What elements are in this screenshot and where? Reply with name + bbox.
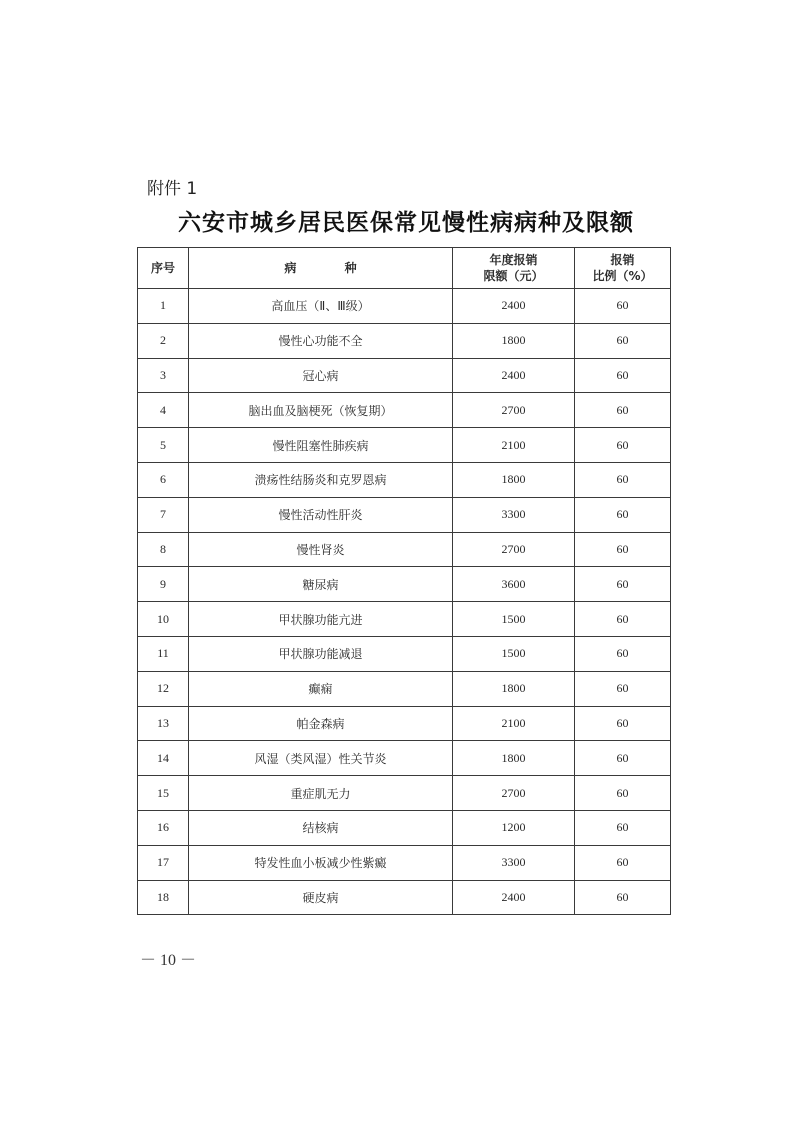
cell-limit: 1800 <box>453 462 575 497</box>
table-row <box>138 497 671 532</box>
cell-index: 6 <box>138 462 189 497</box>
table-row <box>138 741 671 776</box>
cell-ratio: 60 <box>575 671 671 706</box>
cell-ratio: 60 <box>575 393 671 428</box>
cell-limit: 2400 <box>453 358 575 393</box>
header-reimburse-ratio <box>575 248 671 289</box>
cell-limit: 1500 <box>453 602 575 637</box>
cell-limit: 2400 <box>453 289 575 324</box>
table-row <box>138 462 671 497</box>
cell-index: 4 <box>138 393 189 428</box>
table-row <box>138 776 671 811</box>
header-disease: 病 种 <box>189 248 453 289</box>
disease-limit-table <box>137 247 671 915</box>
cell-disease: 糖尿病 <box>189 567 453 602</box>
cell-disease: 慢性心功能不全 <box>189 323 453 358</box>
table-row <box>138 810 671 845</box>
cell-index: 2 <box>138 323 189 358</box>
cell-ratio: 60 <box>575 567 671 602</box>
cell-disease: 慢性活动性肝炎 <box>189 497 453 532</box>
cell-limit: 3600 <box>453 567 575 602</box>
header-ratio-line1: 报销 <box>610 253 635 267</box>
cell-ratio: 60 <box>575 636 671 671</box>
table-row <box>138 567 671 602</box>
cell-limit: 2100 <box>453 706 575 741</box>
cell-index: 15 <box>138 776 189 811</box>
cell-index: 13 <box>138 706 189 741</box>
cell-index: 10 <box>138 602 189 637</box>
cell-limit: 1500 <box>453 636 575 671</box>
cell-disease: 甲状腺功能亢进 <box>189 602 453 637</box>
table-row <box>138 671 671 706</box>
cell-disease: 帕金森病 <box>189 706 453 741</box>
cell-disease: 慢性阻塞性肺疾病 <box>189 428 453 463</box>
cell-disease: 甲状腺功能减退 <box>189 636 453 671</box>
page-number: － 10 － <box>140 952 197 969</box>
table-row <box>138 323 671 358</box>
cell-disease: 癫痫 <box>189 671 453 706</box>
table-row <box>138 845 671 880</box>
cell-limit: 2700 <box>453 776 575 811</box>
document-title: 六安市城乡居民医保常见慢性病病种及限额 <box>178 209 634 236</box>
cell-disease: 重症肌无力 <box>189 776 453 811</box>
cell-limit: 1800 <box>453 741 575 776</box>
cell-disease: 溃疡性结肠炎和克罗恩病 <box>189 462 453 497</box>
cell-limit: 2400 <box>453 880 575 915</box>
header-annual-limit <box>453 248 575 289</box>
cell-limit: 3300 <box>453 845 575 880</box>
cell-limit: 2700 <box>453 393 575 428</box>
cell-ratio: 60 <box>575 706 671 741</box>
cell-disease: 脑出血及脑梗死（恢复期） <box>189 393 453 428</box>
cell-limit: 2700 <box>453 532 575 567</box>
cell-index: 8 <box>138 532 189 567</box>
table-row <box>138 393 671 428</box>
cell-index: 12 <box>138 671 189 706</box>
cell-disease: 硬皮病 <box>189 880 453 915</box>
header-limit-line1: 年度报销 <box>489 253 538 267</box>
cell-ratio: 60 <box>575 358 671 393</box>
cell-disease: 风湿（类风湿）性关节炎 <box>189 741 453 776</box>
cell-index: 7 <box>138 497 189 532</box>
cell-index: 14 <box>138 741 189 776</box>
cell-ratio: 60 <box>575 741 671 776</box>
cell-index: 18 <box>138 880 189 915</box>
cell-disease: 结核病 <box>189 810 453 845</box>
cell-limit: 1200 <box>453 810 575 845</box>
cell-ratio: 60 <box>575 462 671 497</box>
cell-index: 16 <box>138 810 189 845</box>
cell-limit: 2100 <box>453 428 575 463</box>
cell-limit: 1800 <box>453 671 575 706</box>
table-row <box>138 602 671 637</box>
table-row <box>138 289 671 324</box>
table-row <box>138 636 671 671</box>
cell-index: 5 <box>138 428 189 463</box>
cell-index: 11 <box>138 636 189 671</box>
cell-ratio: 60 <box>575 289 671 324</box>
cell-ratio: 60 <box>575 428 671 463</box>
table-row <box>138 880 671 915</box>
cell-index: 1 <box>138 289 189 324</box>
cell-ratio: 60 <box>575 497 671 532</box>
cell-disease: 特发性血小板减少性紫癜 <box>189 845 453 880</box>
cell-ratio: 60 <box>575 845 671 880</box>
cell-ratio: 60 <box>575 323 671 358</box>
header-ratio-line2: 比例（%） <box>592 269 653 283</box>
cell-index: 3 <box>138 358 189 393</box>
table-header-row <box>138 248 671 289</box>
cell-ratio: 60 <box>575 810 671 845</box>
cell-ratio: 60 <box>575 776 671 811</box>
cell-disease: 慢性肾炎 <box>189 532 453 567</box>
cell-disease: 冠心病 <box>189 358 453 393</box>
table-row <box>138 532 671 567</box>
cell-index: 9 <box>138 567 189 602</box>
cell-limit: 3300 <box>453 497 575 532</box>
cell-ratio: 60 <box>575 532 671 567</box>
table-row <box>138 358 671 393</box>
cell-ratio: 60 <box>575 880 671 915</box>
header-limit-line2: 限额（元） <box>483 269 544 283</box>
table-body <box>138 289 671 915</box>
cell-limit: 1800 <box>453 323 575 358</box>
header-index: 序号 <box>138 248 189 289</box>
cell-ratio: 60 <box>575 602 671 637</box>
annex-label: 附件 1 <box>147 179 198 199</box>
cell-disease: 高血压（Ⅱ、Ⅲ级） <box>189 289 453 324</box>
table-row <box>138 706 671 741</box>
cell-index: 17 <box>138 845 189 880</box>
table-row <box>138 428 671 463</box>
